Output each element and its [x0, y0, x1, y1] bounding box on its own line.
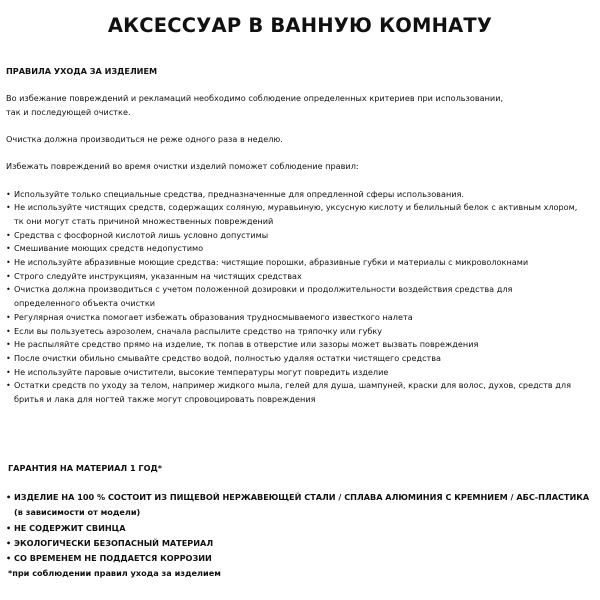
page-title: АКСЕССУАР В ВАННУЮ КОМНАТУ	[107, 14, 493, 37]
warranty-item-text: ИЗДЕЛИЕ НА 100 % СОСТОИТ ИЗ ПИЩЕВОЙ НЕРЖАВЕЮЩЕЙ СТАЛИ / СПЛАВА АЛЮМИНИЯ С КРЕМНИЕМ / АБС-ПЛАСТИКА	[14, 492, 590, 503]
bullet: •	[6, 492, 12, 503]
list-item	[6, 229, 598, 243]
list-item	[6, 256, 598, 270]
rule-text: Используйте только специальные средства, предназначенные для опредленной сферы использования.	[14, 188, 465, 199]
list-item	[6, 366, 598, 380]
rule-text-continued: тк они могут стать причиной множественных повреждений	[14, 215, 274, 226]
warranty-heading: ГАРАНТИЯ НА МАТЕРИАЛ 1 ГОД*	[8, 463, 162, 473]
rule-text: Очистка должна производиться с учетом положенной дозировки и продолжительности воздействия средства для	[14, 284, 513, 295]
rule-text-continued: бритья и лака для ногтей также могут спровоцировать повреждения	[14, 394, 316, 405]
list-item	[6, 325, 598, 339]
care-section	[6, 65, 598, 407]
rule-text: Не распыляйте средство прямо на изделие, тк попав в отверстие или зазоры может вызвать повреждения	[14, 339, 479, 350]
rule-text: Не используйте паровые очистители, высокие температуры могут повредить изделие	[14, 366, 389, 377]
bullet: •	[6, 311, 11, 322]
warranty-item-text: НЕ СОДЕРЖИТ СВИНЦА	[14, 522, 126, 533]
list-item	[6, 311, 598, 325]
rule-text: Если вы пользуетесь аэрозолем, сначала распылите средство на тряпочку или губку	[14, 325, 383, 336]
care-frequency: Очистка должна производиться не реже одного раза в неделю.	[6, 134, 283, 145]
rule-text: Средства с фосфорной кислотой лишь условно допустимы	[14, 229, 269, 240]
care-intro-line-1: Во избежание повреждений и рекламаций необходимо соблюдение определенных критериев при использовании,	[6, 93, 504, 104]
warranty-list-continued	[6, 521, 598, 567]
bullet: •	[6, 270, 11, 281]
bullet: •	[6, 366, 11, 377]
rule-text: Смешивание моющих средств недопустимо	[14, 243, 204, 254]
bullet: •	[6, 243, 11, 254]
list-item	[6, 352, 598, 366]
bullet: •	[6, 325, 11, 336]
rule-text: После очистки обильно смывайте средство водой, полностью удаляя остатки чистящего средства	[14, 352, 442, 363]
list-item	[6, 270, 598, 284]
rule-text: Строго следуйте инструкциям, указанным на чистящих средствах	[14, 270, 302, 281]
bullet: •	[6, 553, 12, 564]
bullet: •	[6, 380, 11, 391]
care-intro-line-2: так и последующей очистке.	[6, 106, 131, 117]
warranty-item-note: (в зависимости от модели)	[14, 507, 141, 518]
care-rules-intro: Избежать повреждений во время очистки изделий поможет соблюдение правил:	[6, 161, 359, 172]
bullet: •	[6, 522, 12, 533]
bullet: •	[6, 537, 12, 548]
list-item	[6, 536, 598, 551]
list-item	[6, 490, 598, 505]
bullet: •	[6, 257, 11, 268]
list-item	[6, 338, 598, 352]
warranty-list	[6, 490, 598, 505]
care-rules-list	[6, 188, 598, 407]
rule-text: Остатки средств по уходу за телом, например жидкого мыла, гелей для душа, шампуней, краски для волос, духов, средств для	[14, 380, 571, 391]
rule-text: Не используйте абразивные моющие средства: чистящие порошки, абразивные губки и материалы с микроволокнами	[14, 257, 529, 268]
list-item	[6, 188, 598, 202]
list-item	[6, 551, 598, 566]
bullet: •	[6, 202, 11, 213]
warranty-item-text: ЭКОЛОГИЧЕСКИ БЕЗОПАСНЫЙ МАТЕРИАЛ	[14, 537, 214, 548]
warranty-section	[6, 461, 598, 581]
bullet: •	[6, 352, 11, 363]
warranty-item-text: СО ВРЕМЕНЕМ НЕ ПОДДАЕТСЯ КОРРОЗИИ	[14, 553, 212, 564]
list-item	[6, 201, 598, 228]
list-item	[6, 379, 598, 406]
rule-text: Не используйте чистящих средств, содержащих соляную, муравьиную, уксусную кислоту и белильный белок с активным хлором,	[14, 202, 578, 213]
rule-text: Регулярная очистка помогает избежать образования трудносмываемого известкого налета	[14, 311, 413, 322]
bullet: •	[6, 188, 11, 199]
list-item	[6, 283, 598, 310]
rule-text-continued: определенного объекта очистки	[14, 298, 156, 309]
list-item	[6, 521, 598, 536]
warranty-footnote: *при соблюдении правил ухода за изделием	[8, 568, 221, 579]
list-item	[6, 242, 598, 256]
bullet: •	[6, 284, 11, 295]
care-heading: ПРАВИЛА УХОДА ЗА ИЗДЕЛИЕМ	[6, 66, 158, 76]
bullet: •	[6, 229, 11, 240]
bullet: •	[6, 339, 11, 350]
